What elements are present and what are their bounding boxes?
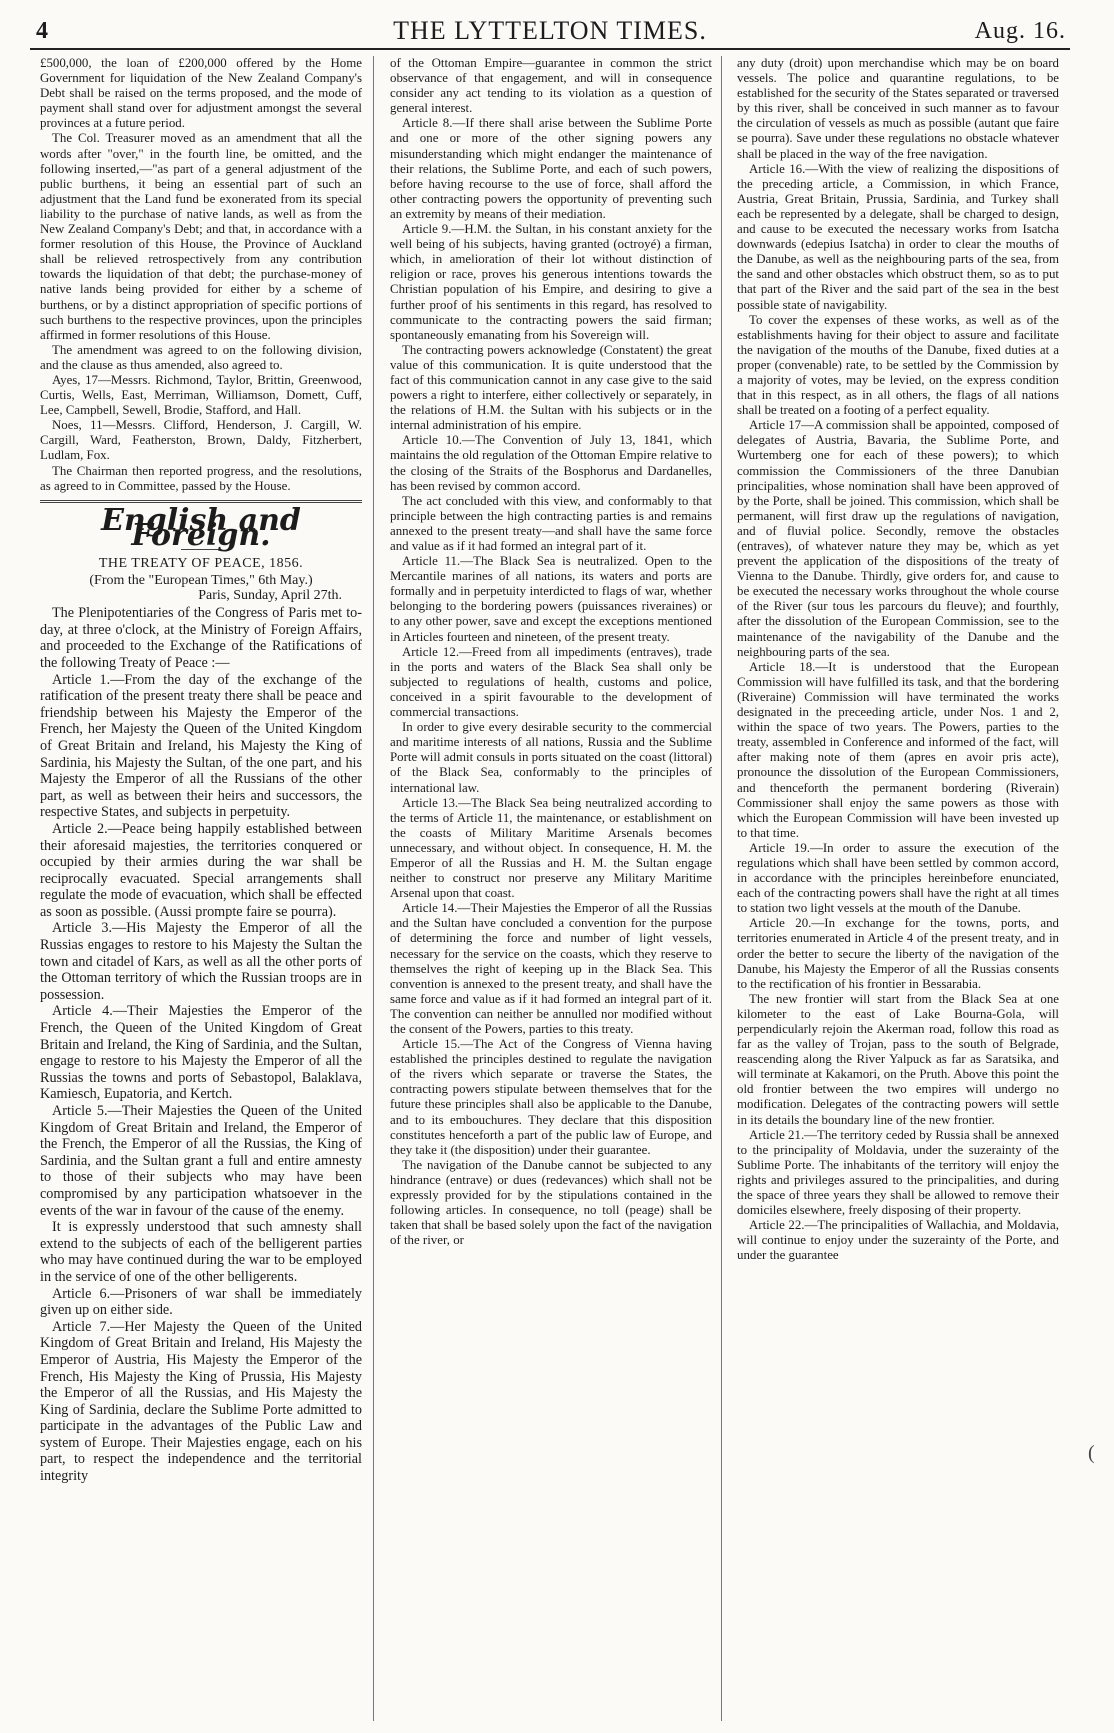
paragraph: The Chairman then reported progress, and the resolutions, as agreed to in Committee, passed by the House. xyxy=(40,463,362,493)
paragraph: It is expressly understood that such amnesty shall extend to the subjects of each of the belligerent parties who may have continued during the war to be employed in the service of one of the other belligerents. xyxy=(40,1219,362,1285)
paragraph: Ayes, 17—Messrs. Richmond, Taylor, Brittin, Greenwood, Curtis, Wells, East, Merriman, Williamson, Domett, Cuff, Lee, Campbell, Sewell, Brodie, Stafford, and Hall. xyxy=(40,372,362,418)
paragraph: In order to give every desirable security to the commercial and maritime interests of all nations, Russia and the Sublime Porte will admit consuls in ports situated on the coast (littoral) of the Black Sea, conformably to the principles of international law. xyxy=(390,720,712,795)
paragraph: Article 20.—In exchange for the towns, ports, and territories enumerated in Article 4 of the present treaty, and in order the better to secure the liberty of the navigation of the Danube, his Majesty the Emperor of all the Russias consents to the rectification of his frontier in Bessarabia. xyxy=(737,916,1059,991)
paragraph: Article 15.—The Act of the Congress of Vienna having established the principles destined to regulate the navigation of the rivers which separate or traverse the States, the contracting powers stipulate between themselves that for the future these principles shall also be applicable to the Danube, and to its embouchures. They declare that this disposition constitutes henceforth a part of the public law of Europe, and they take it (the disposition) under their guarantee. xyxy=(390,1037,712,1157)
paragraph: Article 8.—If there shall arise between the Sublime Porte and one or more of the other signing powers any misunderstanding which might endanger the maintenance of their relations, the Sublime Porte, and each of such powers, before having recourse to the use of force, shall afford the other contracting powers the opportunity of preventing such an extremity by means of their mediation. xyxy=(390,116,712,221)
paragraph: Article 2.—Peace being happily established between their aforesaid majesties, the territories conquered or occupied by their armies during the war shall be reciprocally evacuated. Special arrangements shall regulate the mode of evacuation, which shall be effected as soon as possible. (Aussi prompte faire se pourra). xyxy=(40,820,362,920)
paragraph: The contracting powers acknowledge (Constatent) the great value of this communication. It is quite understood that the fact of this communication cannot in any case give to the said powers a right to interfere, either collectively or separately, in the relations of H.M. the Sultan with his subjects or in the internal administration of his empire. xyxy=(390,342,712,433)
margin-mark: ( xyxy=(1088,1442,1095,1464)
paragraph: Article 17—A commission shall be appointed, composed of delegates of Austria, Bavaria, the Sublime Porte, and Wurtemberg one for each of these powers); to which commission the Commissioners of the three Danubian principalities, whose nomination shall have been approved of by the Porte, shall be joined. This commission, which shall be permanent, will first draw up the regulations of navigation, and of fluvial police. Secondly, remove the obstacles (entraves), of whatever nature they may be, which as yet prevent the application of the dispositions of the treaty of Vienna to the Danube. Thirdly, give orders for, and cause to be executed the necessary works throughout the whole course of the River (sur tous les parcours du fleuve); and fourthly, after the dissolution of the European Commission, see to the maintenance of the navigability of the Danube and the neighbouring parts of the sea. xyxy=(737,418,1059,659)
paragraph: Article 3.—His Majesty the Emperor of all the Russias engages to restore to his Majesty the Sultan the town and citadel of Kars, as well as all the other ports of the Ottoman territory of which the Russian troops are in possession. xyxy=(40,920,362,1003)
paragraph: Article 13.—The Black Sea being neutralized according to the terms of Article 11, the maintenance, or establishment on the coasts of Military Maritime Arsenals becomes unnecessary, and without object. In consequence, H. M. the Emperor of all the Russias and H. M. the Sultan engage neither to construct nor preserve any Military Maritime Arsenal upon that coast. xyxy=(390,795,712,901)
paragraph: The act concluded with this view, and conformably to that principle between the high contracting parties is and remains annexed to the present treaty—and shall have the same force and value as if it had formed an integral part of it. xyxy=(390,493,712,553)
paragraph: £500,000, the loan of £200,000 offered by the Home Government for liquidation of the New Zealand Company's Debt shall be raised on the terms proposed, and the mode of payment shall stand over for adjustment amongst the several provinces at a future period. xyxy=(40,56,362,131)
paragraph: Article 4.—Their Majesties the Emperor of the French, the Queen of the United Kingdom of Great Britain and Ireland, the King of Sardinia, and the Sultan, engage to restore to his Majesty the Emperor of all the Russias the towns and ports of Sebastopol, Balaklava, Kamiesch, Eupatoria, and Kertch. xyxy=(40,1003,362,1103)
paragraph: The new frontier will start from the Black Sea at one kilometer to the east of Lake Bourna-Gola, will perpendicularly rejoin the Akerman road, follow this road as far as the valley of Trojan, pass to the south of Belgrade, reascending along the River Yalpuck as far as Saratsika, and will terminate at Kakamori, on the Pruth. Above this point the old frontier between the two empires will undergo no modification. Delegates of the contracting powers will settle in its details the boundary line of the new frontier. xyxy=(737,991,1059,1127)
paragraph: Article 22.—The principalities of Wallachia, and Moldavia, will continue to enjoy under the suzerainty of the Porte, and under the guarantee xyxy=(737,1218,1059,1263)
paragraph: Article 14.—Their Majesties the Emperor of all the Russias and the Sultan have concluded a convention for the purpose of determining the force and number of light vessels, necessary for the service on the coasts, which they reserve to themselves the right of keeping up in the Black Sea. This convention is annexed to the present treaty, and shall have the same force and value as if it had formed an integral part of it. The convention can neither be annulled nor modified without the consent of the Powers, parties to this treaty. xyxy=(390,901,712,1036)
paragraph: Article 16.—With the view of realizing the dispositions of the preceding article, a Commission, in which France, Austria, Great Britain, Prussia, Sardinia, and Turkey shall each be represented by a delegate, shall be charged to design, and cause to be executed the necessary works from Isatcha downwards (edepius Isatcha) in order to clear the mouths of the Danube, as well as the neighbouring parts of the sea, from the sand and other obstacles which obstruct them, so as to put that part of the River and the said part of the sea in the best possible state of navigability. xyxy=(737,161,1059,312)
paragraph: Noes, 11—Messrs. Clifford, Henderson, J. Cargill, W. Cargill, Ward, Featherston, Brown, Daldy, Fitzherbert, Ludlam, Fox. xyxy=(40,418,362,463)
paragraph: any duty (droit) upon merchandise which may be on board vessels. The police and quarantine regulations, to be established for the security of the States separated or traversed by this river, shall be conceived in such manner as to favour the circulation of vessels as much as possible (autant que faire se pourra). Save under these regulations no obstacle whatever shall be placed in the way of the free navigation. xyxy=(737,56,1059,161)
section-heading: English and Foreign. xyxy=(101,502,301,553)
paragraph: Article 1.—From the day of the exchange of the ratification of the present treaty there shall be peace and friendship between his Majesty the Emperor of the French, her Majesty the Queen of the United Kingdom of Great Britain and Ireland, his Majesty the King of Sardinia, his Majesty the Sultan, of the one part, and his Majesty the Emperor of all the Russians of the other part, as well as between their heirs and successors, the respective States, and subjects in perpetuity. xyxy=(40,671,362,821)
dateline: Paris, Sunday, April 27th. xyxy=(198,588,342,604)
column-2 xyxy=(390,56,712,1721)
column-3 xyxy=(737,56,1059,1721)
paragraph: of the Ottoman Empire—guarantee in common the strict observance of that engagement, and will in consequence consider any act tending to its violation as a question of general interest. xyxy=(390,56,712,116)
paragraph: The Col. Treasurer moved as an amendment that all the words after "over," in the fourth line, be omitted, and the following inserted,—"as part of a general adjustment of the public burthens, it being an essential part of such an adjustment that the Land fund be exonerated from its special liability to the purchase of native lands, as well as from the New Zealand Company's Debt; and that, in accordance with a former resolution of this House, the Province of Auckland shall be relieved retrospectively from any contribution towards the liquidation of that debt; the purchase-money of native lands being provided for either by a scheme of burthens, or by a distinct appropriation of specific portions of such burthens to the respective provinces, upon the principles affirmed in former resolutions of this House. xyxy=(40,131,362,342)
paragraph: Article 12.—Freed from all impediments (entraves), trade in the ports and waters of the Black Sea shall only be subjected to regulations of health, customs and police, conceived in a spirit favourable to the development of commercial transactions. xyxy=(390,644,712,720)
paragraph: Article 6.—Prisoners of war shall be immediately given up on either side. xyxy=(40,1285,362,1319)
paragraph: Article 5.—Their Majesties the Queen of the United Kingdom of Great Britain and Ireland, the Emperor of the French, the Emperor of all the Russias, the King of Sardinia, and the Sultan grant a full and entire amnesty to those of their subjects who may have been compromised by any participation whatsoever in the events of the war in favour of the cause of the enemy. xyxy=(40,1103,362,1219)
article-source: (From the "European Times," 6th May.) xyxy=(89,573,313,588)
issue-date: Aug. 16. xyxy=(974,18,1066,44)
paragraph: The navigation of the Danube cannot be subjected to any hindrance (entrave) or dues (redevances) which shall not be expressly provided for by the stipulations contained in the following articles. In consequence, no toll (peage) shall be taken that shall be based solely upon the fact of the navigation of the river, or xyxy=(390,1157,712,1248)
paragraph: Article 9.—H.M. the Sultan, in his constant anxiety for the well being of his subjects, having granted (octroyé) a firman, which, in amelioration of their lot without distinction of religion or race, proves his generous intentions towards the Christian population of his Empire, and desiring to give a further proof of his sentiments in this regard, has resolved to communicate to the contracting powers the said firman; spontaneously emanating from his Sovereign will. xyxy=(390,222,712,342)
article-headline: THE TREATY OF PEACE, 1856. xyxy=(98,555,304,571)
page-number: 4 xyxy=(36,18,48,44)
paragraph: To cover the expenses of these works, as well as of the establishments having for their object to assure and facilitate the navigation of the mouths of the Danube, fixed duties at a proper (convenable) rate, to be settled by the Commission by a majority of votes, may be levied, on the express condition that in this respect, as in all others, the flags of all nations shall be treated on a footing of a perfect equality. xyxy=(737,312,1059,418)
column-divider xyxy=(373,56,374,1721)
paragraph: The amendment was agreed to on the following division, and the clause as thus amended, also agreed to. xyxy=(40,342,362,372)
column-1 xyxy=(40,56,362,1721)
paragraph: Article 21.—The territory ceded by Russia shall be annexed to the principality of Moldavia, under the suzerainty of the Sublime Porte. The inhabitants of the territory will enjoy the rights and privileges assured to the principalities, and during the space of three years they shall be allowed to remove their domiciles elsewhere, freely disposing of their property. xyxy=(737,1127,1059,1218)
paragraph: Article 18.—It is understood that the European Commission will have fulfilled its task, and that the bordering (Riveraine) Commission will have terminated the works designated in the preceeding article, under Nos. 1 and 2, within the space of two years. The Powers, parties to the treaty, assembled in Conference and informed of the fact, will after making note of them (apres en avoir pris acte), pronounce the dissolution of the European Commissioners, and thenceforth the permanent bordering (Riverain) Commissioner shall enjoy the same powers as those with which the European Commission will have been invested up to that time. xyxy=(737,659,1059,840)
paragraph: Article 19.—In order to assure the execution of the regulations which shall have been settled by common accord, in accordance with the principles hereinbefore enunciated, each of the contracting powers shall have the right at all times to station two light vessels at the mouth of the Danube. xyxy=(737,840,1059,916)
paragraph: Article 11.—The Black Sea is neutralized. Open to the Mercantile marines of all nations, its waters and ports are formally and in perpetuity interdicted to flags of war, whether belonging to the bordering powers (puissances riveraines) or to any other power, save and except the exceptions mentioned in Articles fourteen and nineteen, of the present treaty. xyxy=(390,554,712,644)
column-divider xyxy=(721,56,722,1721)
paragraph: The Plenipotentiaries of the Congress of Paris met to-day, at three o'clock, at the Ministry of Foreign Affairs, and proceeded to the Exchange of the Ratifications of the following Treaty of Peace :— xyxy=(40,605,362,671)
newspaper-title: THE LYTTELTON TIMES. xyxy=(393,16,707,45)
paragraph: Article 7.—Her Majesty the Queen of the United Kingdom of Great Britain and Ireland, His Majesty the Emperor of Austria, His Majesty the Emperor of the French, His Majesty the King of Prussia, His Majesty the Emperor of all the Russias, and His Majesty the King of Sardinia, declare the Sublime Porte admitted to participate in the advantages of the Public Law and system of Europe. Their Majesties engage, each on his part, to respect the independence and the territorial integrity xyxy=(40,1318,362,1485)
paragraph: Article 10.—The Convention of July 13, 1841, which maintains the old regulation of the Ottoman Empire relative to the closing of the Straits of the Bosphorus and Dardanelles, has been revised by common accord. xyxy=(390,433,712,493)
masthead xyxy=(30,14,1070,50)
